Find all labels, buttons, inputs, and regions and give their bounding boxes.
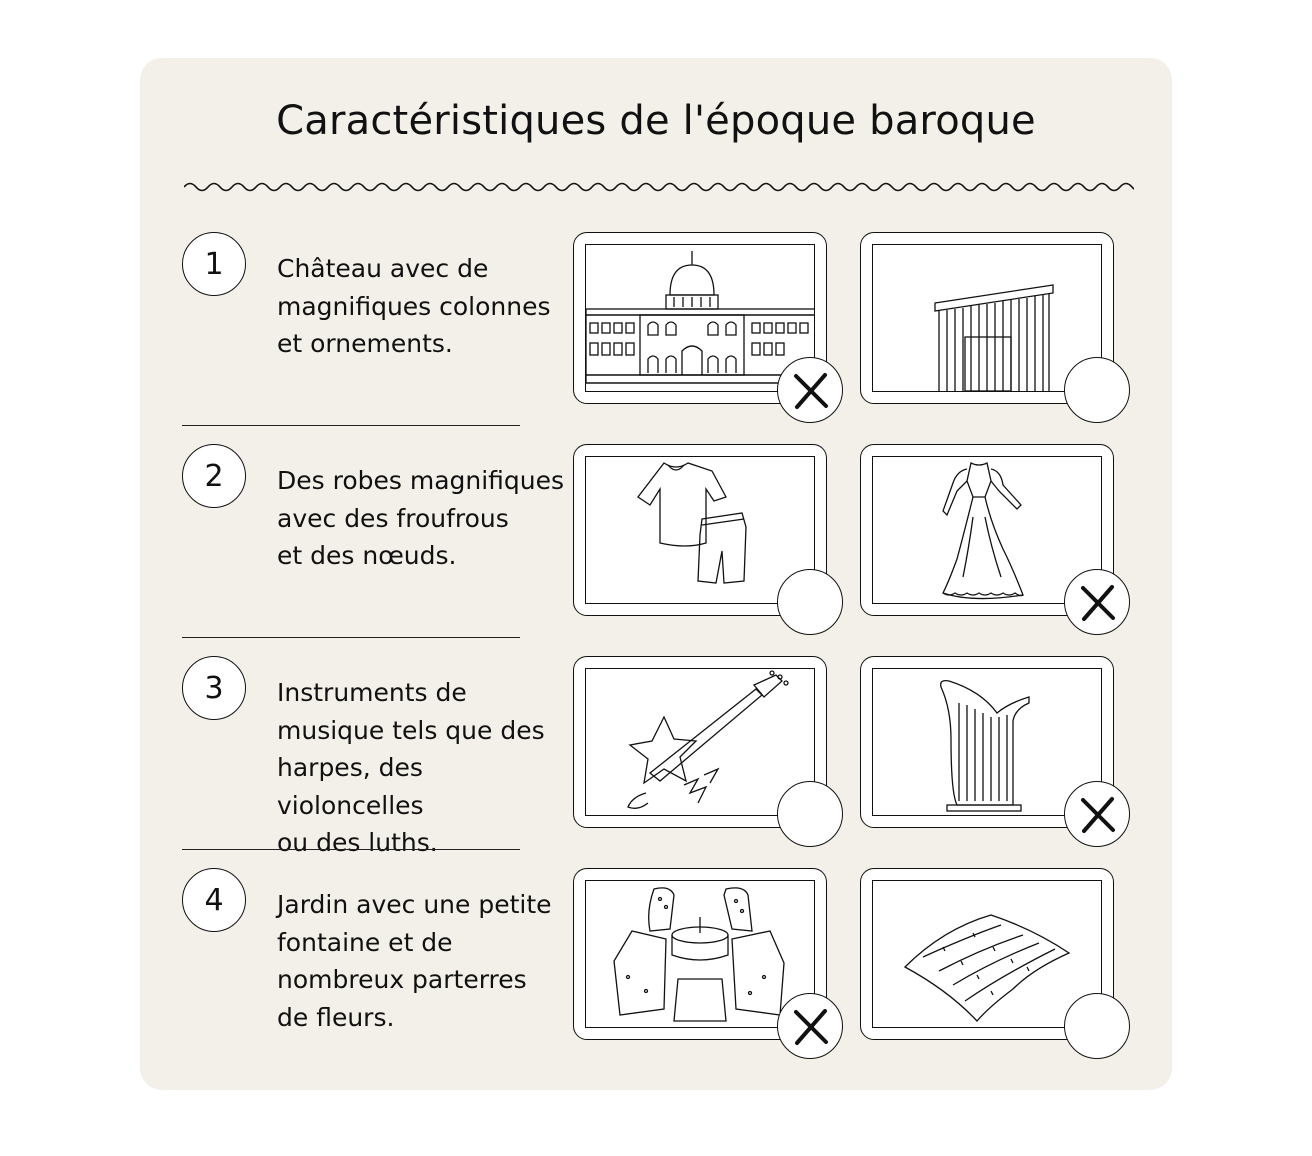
option-palace[interactable] — [573, 232, 827, 404]
answer-checkbox[interactable] — [1064, 569, 1130, 635]
tshirt-shorts-icon — [586, 457, 815, 604]
question-number: 4 — [182, 868, 246, 932]
wavy-divider — [184, 176, 1134, 198]
row-separator — [182, 849, 520, 850]
answer-checkbox[interactable] — [777, 781, 843, 847]
option-garden-fountain[interactable] — [573, 868, 827, 1040]
x-mark-icon — [1065, 782, 1131, 848]
question-number: 1 — [182, 232, 246, 296]
x-mark-icon — [778, 358, 844, 424]
question-row-2 — [0, 444, 1312, 656]
x-mark-icon — [1065, 570, 1131, 636]
option-modern-building[interactable] — [860, 232, 1114, 404]
option-tshirt-shorts[interactable] — [573, 444, 827, 616]
option-harp[interactable] — [860, 656, 1114, 828]
x-mark-icon — [778, 994, 844, 1060]
answer-checkbox[interactable] — [1064, 357, 1130, 423]
page-title: Caractéristiques de l'époque baroque — [276, 98, 1036, 144]
question-row-3 — [0, 656, 1312, 868]
question-row-4 — [0, 868, 1312, 1080]
row-separator — [182, 637, 520, 638]
answer-checkbox[interactable] — [777, 993, 843, 1059]
answer-checkbox[interactable] — [777, 569, 843, 635]
option-field[interactable] — [860, 868, 1114, 1040]
option-electric-guitar[interactable] — [573, 656, 827, 828]
question-text: Château avec de magnifiques colonnes et ornements. — [277, 254, 551, 358]
question-row-1 — [0, 232, 1312, 444]
answer-checkbox[interactable] — [777, 357, 843, 423]
answer-checkbox[interactable] — [1064, 781, 1130, 847]
modern-building-icon — [873, 245, 1102, 392]
question-text: Jardin avec une petite fontaine et de nombreux parterres de fleurs. — [277, 890, 552, 1032]
field-icon — [873, 881, 1102, 1028]
question-number: 2 — [182, 444, 246, 508]
question-text: Des robes magnifiques avec des froufrous et des nœuds. — [277, 466, 565, 570]
question-number: 3 — [182, 656, 246, 720]
answer-checkbox[interactable] — [1064, 993, 1130, 1059]
option-baroque-dress[interactable] — [860, 444, 1114, 616]
question-text: Instruments de musique tels que des harpes, des violoncelles ou des luths. — [277, 678, 545, 857]
row-separator — [182, 425, 520, 426]
electric-guitar-icon — [586, 669, 815, 816]
